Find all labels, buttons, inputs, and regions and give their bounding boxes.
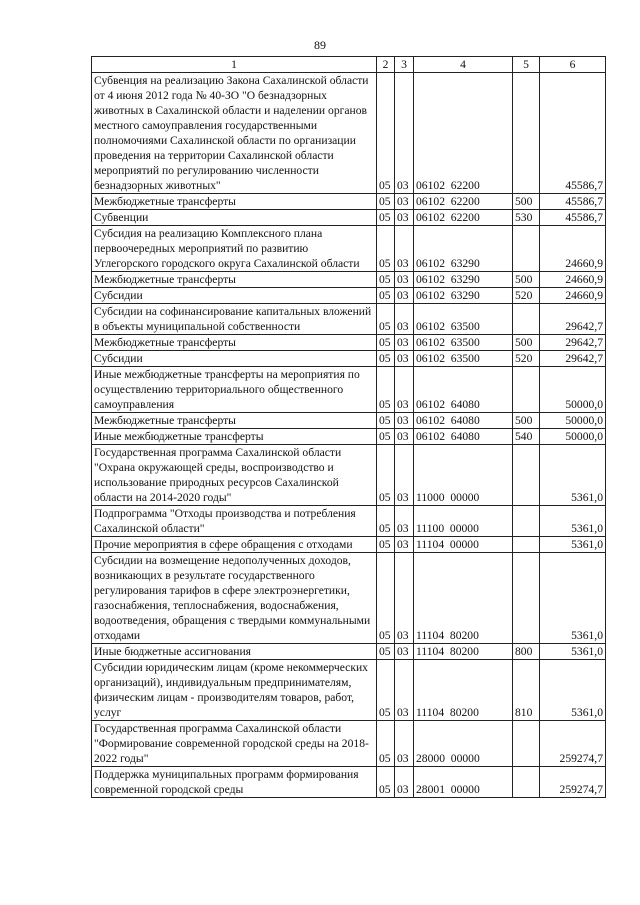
section-code-cell: 05 xyxy=(377,721,395,767)
table-header-row xyxy=(92,57,606,73)
expense-type-code-cell: 530 xyxy=(513,210,540,226)
row-name-cell: Субсидия на реализацию Комплексного плана первоочередных мероприятий по развитию Углегорского городского округа Сахалинской области xyxy=(92,226,377,272)
subsection-code-cell: 03 xyxy=(395,644,414,660)
target-item-code-cell: 11104 80200 xyxy=(414,660,513,721)
target-item-code-cell: 06102 63500 xyxy=(414,351,513,367)
subsection-code-cell: 03 xyxy=(395,506,414,537)
expense-type-code-cell: 800 xyxy=(513,644,540,660)
row-name-cell: Субвенции xyxy=(92,210,377,226)
table-row xyxy=(92,644,606,660)
table-row xyxy=(92,335,606,351)
target-item-code-cell: 06102 63500 xyxy=(414,335,513,351)
subsection-code-cell: 03 xyxy=(395,553,414,644)
expense-type-code-cell xyxy=(513,226,540,272)
row-name-cell: Субвенция на реализацию Закона Сахалинской области от 4 июня 2012 года № 40-ЗО "О безнадзорных животных в Сахалинской области и наделении органов местного самоуправления государственными полномочиями Сахалинской области по организации проведения на территории Сахалинской области мероприятий по регулированию численности безнадзорных животных" xyxy=(92,73,377,194)
row-name-cell: Государственная программа Сахалинской области "Формирование современной городской среды на 2018-2022 годы" xyxy=(92,721,377,767)
section-code-cell: 05 xyxy=(377,537,395,553)
row-name-cell: Субсидии юридическим лицам (кроме некоммерческих организаций), индивидуальным предпринимателям, физическим лицам - производителям товаров, работ, услуг xyxy=(92,660,377,721)
table-row xyxy=(92,537,606,553)
table-row xyxy=(92,73,606,194)
row-name-cell: Межбюджетные трансферты xyxy=(92,194,377,210)
section-code-cell: 05 xyxy=(377,210,395,226)
table-row xyxy=(92,226,606,272)
expense-type-code-cell: 810 xyxy=(513,660,540,721)
expense-type-code-cell: 520 xyxy=(513,288,540,304)
section-code-cell: 05 xyxy=(377,272,395,288)
subsection-code-cell: 03 xyxy=(395,351,414,367)
section-code-cell: 05 xyxy=(377,226,395,272)
amount-cell: 5361,0 xyxy=(540,660,606,721)
subsection-code-cell: 03 xyxy=(395,367,414,413)
subsection-code-cell: 03 xyxy=(395,537,414,553)
table-row xyxy=(92,553,606,644)
subsection-code-cell: 03 xyxy=(395,413,414,429)
section-code-cell: 05 xyxy=(377,429,395,445)
section-code-cell: 05 xyxy=(377,367,395,413)
target-item-code-cell: 06102 63290 xyxy=(414,226,513,272)
section-code-cell: 05 xyxy=(377,304,395,335)
expense-type-code-cell: 500 xyxy=(513,194,540,210)
target-item-code-cell: 06102 63500 xyxy=(414,304,513,335)
section-code-cell: 05 xyxy=(377,335,395,351)
amount-cell: 29642,7 xyxy=(540,304,606,335)
target-item-code-cell: 28000 00000 xyxy=(414,721,513,767)
table-row xyxy=(92,445,606,506)
table-row xyxy=(92,767,606,798)
table-row xyxy=(92,413,606,429)
amount-cell: 5361,0 xyxy=(540,445,606,506)
section-code-cell: 05 xyxy=(377,288,395,304)
target-item-code-cell: 11104 80200 xyxy=(414,553,513,644)
subsection-code-cell: 03 xyxy=(395,660,414,721)
subsection-code-cell: 03 xyxy=(395,429,414,445)
column-header-name: 1 xyxy=(92,57,377,73)
target-item-code-cell: 06102 63290 xyxy=(414,288,513,304)
amount-cell: 259274,7 xyxy=(540,721,606,767)
subsection-code-cell: 03 xyxy=(395,288,414,304)
table-row xyxy=(92,194,606,210)
expense-type-code-cell: 520 xyxy=(513,351,540,367)
column-header-subsection: 3 xyxy=(395,57,414,73)
subsection-code-cell: 03 xyxy=(395,73,414,194)
table-row xyxy=(92,429,606,445)
budget-table xyxy=(91,56,606,798)
subsection-code-cell: 03 xyxy=(395,210,414,226)
target-item-code-cell: 06102 64080 xyxy=(414,367,513,413)
table-row xyxy=(92,288,606,304)
amount-cell: 5361,0 xyxy=(540,644,606,660)
amount-cell: 259274,7 xyxy=(540,767,606,798)
target-item-code-cell: 11104 00000 xyxy=(414,537,513,553)
amount-cell: 45586,7 xyxy=(540,210,606,226)
amount-cell: 5361,0 xyxy=(540,537,606,553)
row-name-cell: Субсидии на возмещение недополученных доходов, возникающих в результате государственного регулирования тарифов в сфере электроэнергетики, газоснабжения, теплоснабжения, водоснабжения, водоотведения, обращения с твердыми коммунальными отходами xyxy=(92,553,377,644)
row-name-cell: Субсидии xyxy=(92,288,377,304)
table-row xyxy=(92,660,606,721)
row-name-cell: Межбюджетные трансферты xyxy=(92,413,377,429)
expense-type-code-cell: 500 xyxy=(513,413,540,429)
amount-cell: 45586,7 xyxy=(540,194,606,210)
target-item-code-cell: 06102 62200 xyxy=(414,210,513,226)
section-code-cell: 05 xyxy=(377,506,395,537)
table-row xyxy=(92,210,606,226)
amount-cell: 24660,9 xyxy=(540,226,606,272)
section-code-cell: 05 xyxy=(377,644,395,660)
section-code-cell: 05 xyxy=(377,351,395,367)
table-row xyxy=(92,367,606,413)
subsection-code-cell: 03 xyxy=(395,194,414,210)
row-name-cell: Иные межбюджетные трансферты xyxy=(92,429,377,445)
expense-type-code-cell xyxy=(513,537,540,553)
subsection-code-cell: 03 xyxy=(395,226,414,272)
amount-cell: 50000,0 xyxy=(540,367,606,413)
row-name-cell: Подпрограмма "Отходы производства и потребления Сахалинской области" xyxy=(92,506,377,537)
amount-cell: 5361,0 xyxy=(540,553,606,644)
target-item-code-cell: 11000 00000 xyxy=(414,445,513,506)
row-name-cell: Поддержка муниципальных программ формирования современной городской среды xyxy=(92,767,377,798)
table-row xyxy=(92,272,606,288)
row-name-cell: Прочие мероприятия в сфере обращения с отходами xyxy=(92,537,377,553)
expense-type-code-cell xyxy=(513,553,540,644)
row-name-cell: Межбюджетные трансферты xyxy=(92,272,377,288)
table-row xyxy=(92,304,606,335)
table-row xyxy=(92,721,606,767)
column-header-expense-type: 5 xyxy=(513,57,540,73)
expense-type-code-cell: 500 xyxy=(513,272,540,288)
expense-type-code-cell: 540 xyxy=(513,429,540,445)
table-row xyxy=(92,351,606,367)
page-number: 89 xyxy=(314,38,326,52)
amount-cell: 29642,7 xyxy=(540,335,606,351)
column-header-target-item: 4 xyxy=(414,57,513,73)
row-name-cell: Иные межбюджетные трансферты на мероприятия по осуществлению территориального общественного самоуправления xyxy=(92,367,377,413)
section-code-cell: 05 xyxy=(377,660,395,721)
amount-cell: 24660,9 xyxy=(540,272,606,288)
column-header-amount: 6 xyxy=(540,57,606,73)
section-code-cell: 05 xyxy=(377,413,395,429)
expense-type-code-cell xyxy=(513,721,540,767)
subsection-code-cell: 03 xyxy=(395,767,414,798)
column-header-section: 2 xyxy=(377,57,395,73)
section-code-cell: 05 xyxy=(377,767,395,798)
target-item-code-cell: 06102 64080 xyxy=(414,429,513,445)
subsection-code-cell: 03 xyxy=(395,721,414,767)
target-item-code-cell: 06102 62200 xyxy=(414,73,513,194)
row-name-cell: Иные бюджетные ассигнования xyxy=(92,644,377,660)
section-code-cell: 05 xyxy=(377,73,395,194)
expense-type-code-cell xyxy=(513,445,540,506)
amount-cell: 50000,0 xyxy=(540,413,606,429)
row-name-cell: Межбюджетные трансферты xyxy=(92,335,377,351)
subsection-code-cell: 03 xyxy=(395,272,414,288)
section-code-cell: 05 xyxy=(377,194,395,210)
target-item-code-cell: 06102 64080 xyxy=(414,413,513,429)
expense-type-code-cell xyxy=(513,767,540,798)
target-item-code-cell: 28001 00000 xyxy=(414,767,513,798)
amount-cell: 24660,9 xyxy=(540,288,606,304)
section-code-cell: 05 xyxy=(377,553,395,644)
expense-type-code-cell xyxy=(513,304,540,335)
amount-cell: 50000,0 xyxy=(540,429,606,445)
row-name-cell: Субсидии xyxy=(92,351,377,367)
subsection-code-cell: 03 xyxy=(395,445,414,506)
row-name-cell: Государственная программа Сахалинской области "Охрана окружающей среды, воспроизводство и использование природных ресурсов Сахалинской области на 2014-2020 годы" xyxy=(92,445,377,506)
expense-type-code-cell: 500 xyxy=(513,335,540,351)
subsection-code-cell: 03 xyxy=(395,335,414,351)
amount-cell: 29642,7 xyxy=(540,351,606,367)
target-item-code-cell: 11100 00000 xyxy=(414,506,513,537)
target-item-code-cell: 06102 62200 xyxy=(414,194,513,210)
amount-cell: 45586,7 xyxy=(540,73,606,194)
section-code-cell: 05 xyxy=(377,445,395,506)
amount-cell: 5361,0 xyxy=(540,506,606,537)
target-item-code-cell: 06102 63290 xyxy=(414,272,513,288)
expense-type-code-cell xyxy=(513,73,540,194)
row-name-cell: Субсидии на софинансирование капитальных вложений в объекты муниципальной собственности xyxy=(92,304,377,335)
expense-type-code-cell xyxy=(513,506,540,537)
subsection-code-cell: 03 xyxy=(395,304,414,335)
expense-type-code-cell xyxy=(513,367,540,413)
table-row xyxy=(92,506,606,537)
target-item-code-cell: 11104 80200 xyxy=(414,644,513,660)
